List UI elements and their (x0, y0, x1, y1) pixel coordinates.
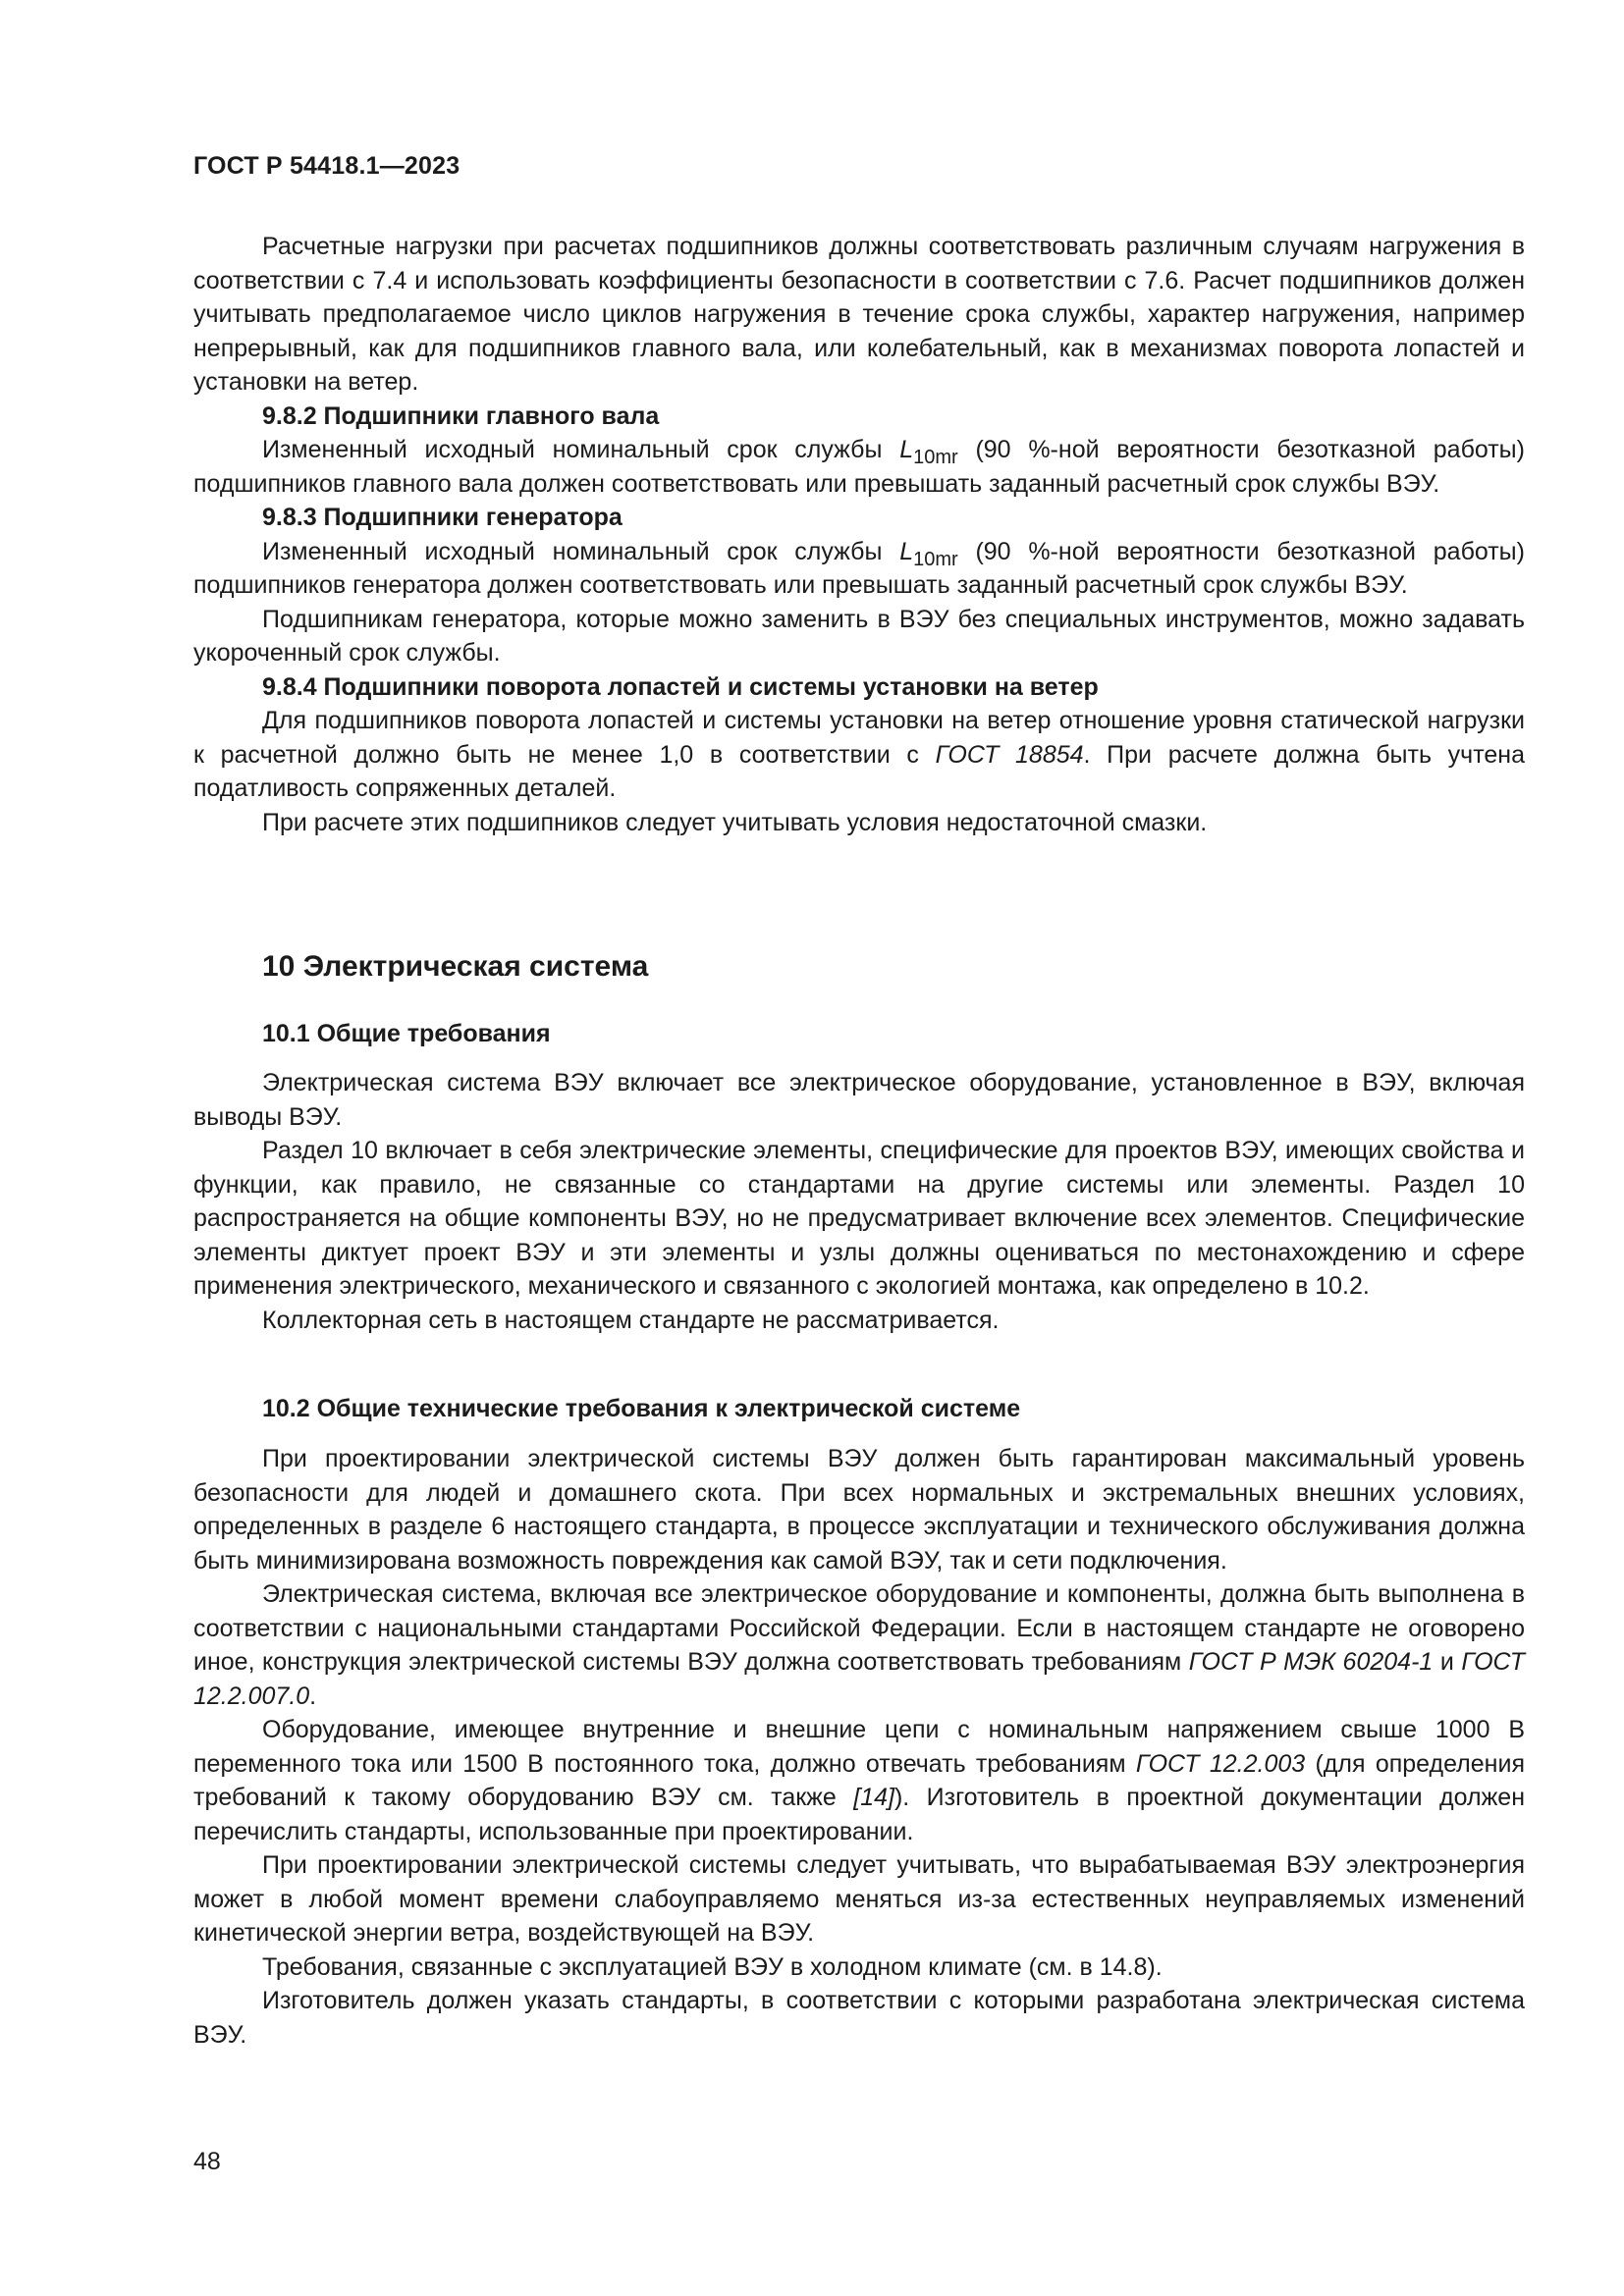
paragraph: Измененный исходный номинальный срок службы $L_{10mr}$ (90 %-ной вероятности безотказной работы) подшипников главного вала должен соответствовать или превышать заданный расчетный срок службы ВЭУ. (193, 436, 1525, 498)
paragraph: Изготовитель должен указать стандарты, в соответствии с которыми разработана электрическая система ВЭУ. (193, 1987, 1525, 2049)
paragraph: При проектировании электрической системы следует учитывать, что вырабатываемая ВЭУ электроэнергия может в любой момент времени слабоуправляемо меняться из-за естественных неуправляемых изменений кинетической энергии ветра, воздействующей на ВЭУ. (193, 1851, 1525, 1947)
paragraph: При расчете этих подшипников следует учитывать условия недостаточной смазки. (262, 808, 1208, 836)
paragraph: Коллекторная сеть в настоящем стандарте не рассматривается. (262, 1306, 1000, 1334)
document-page (193, 0, 1525, 2296)
paragraph: При проектировании электрической системы ВЭУ должен быть гарантирован максимальный уровень безопасности для людей и домашнего скота. При всех нормальных и экстремальных внешних условиях, определенных в разделе 6 настоящего стандарта, в процессе эксплуатации и технического обслуживания должна быть минимизирована возможность повреждения как самой ВЭУ, так и сети подключения. (193, 1445, 1525, 1575)
subsection-heading-9-8-2: 9.8.2 Подшипники главного вала (262, 401, 660, 430)
paragraph: Подшипникам генератора, которые можно заменить в ВЭУ без специальных инструментов, можно задавать укороченный срок службы. (193, 605, 1525, 667)
paragraph: Электрическая система, включая все электрическое оборудование и компоненты, должна быть выполнена в соответствии с национальными стандартами Российской Федерации. Если в настоящем стандарте не оговорено иное, конструкция электрической системы ВЭУ должна соответствовать требованиям ГОСТ Р МЭК 60204-1 и ГОСТ 12.2.007.0. (193, 1580, 1526, 1710)
paragraph: Расчетные нагрузки при расчетах подшипников должны соответствовать различным случаям нагружения в соответствии с 7.4 и использовать коэффициенты безопасности в соответствии с 7.6. Расчет подшипников должен учитывать предполагаемое число циклов нагружения в течение срока службы, характер нагружения, например непрерывный, как для подшипников главного вала, или колебательный, как в механизмах поворота лопастей и установки на ветер. (193, 233, 1525, 396)
paragraph: Требования, связанные с эксплуатацией ВЭУ в холодном климате (см. в 14.8). (262, 1952, 1163, 1981)
section-10-1-body (193, 1066, 1525, 1337)
section-10-2-body (193, 1442, 1525, 2052)
document-header: ГОСТ Р 54418.1—2023 (193, 152, 460, 180)
subsection-heading-10-2: 10.2 Общие технические требования к электрической системе (262, 1395, 1021, 1422)
paragraph: Измененный исходный номинальный срок службы $L_{10mr}$ (90 %-ной вероятности безотказной работы) подшипников генератора должен соответствовать или превышать заданный расчетный срок службы ВЭУ. (193, 537, 1525, 599)
subsection-heading-10-1: 10.1 Общие требования (262, 1020, 551, 1047)
paragraph: Оборудование, имеющее внутренние и внешние цепи с номинальным напряжением свыше 1000 В переменного тока или 1500 В постоянного тока, должно отвечать требованиям ГОСТ 12.2.003 (для определения требований к такому оборудованию ВЭУ см. также [14]). Изготовитель в проектной документации должен перечислить стандарты, использованные при проектировании. (193, 1716, 1525, 1845)
paragraph: Раздел 10 включает в себя электрические элементы, специфические для проектов ВЭУ, имеющих свойства и функции, как правило, не связанные со стандартами на другие системы или элементы. Раздел 10 распространяется на общие компоненты ВЭУ, но не предусматривает включение всех элементов. Специфические элементы диктует проект ВЭУ и эти элементы и узлы должны оцениваться по местонахождению и сфере применения электрического, механического и связанного с экологией монтажа, как определено в 10.2. (193, 1137, 1525, 1300)
page-number: 48 (193, 2148, 221, 2175)
paragraph: Для подшипников поворота лопастей и системы установки на ветер отношение уровня статической нагрузки к расчетной должно быть не менее 1,0 в соответствии с ГОСТ 18854. При расчете должна быть учтена податливость сопряженных деталей. (193, 707, 1525, 802)
bearings-block (193, 230, 1525, 839)
section-heading-10: 10 Электрическая система (262, 950, 649, 983)
paragraph: Электрическая система ВЭУ включает все электрическое оборудование, установленное в ВЭУ, включая выводы ВЭУ. (193, 1069, 1525, 1131)
subsection-heading-9-8-4: 9.8.4 Подшипники поворота лопастей и системы установки на ветер (262, 672, 1099, 701)
subsection-heading-9-8-3: 9.8.3 Подшипники генератора (262, 504, 623, 531)
